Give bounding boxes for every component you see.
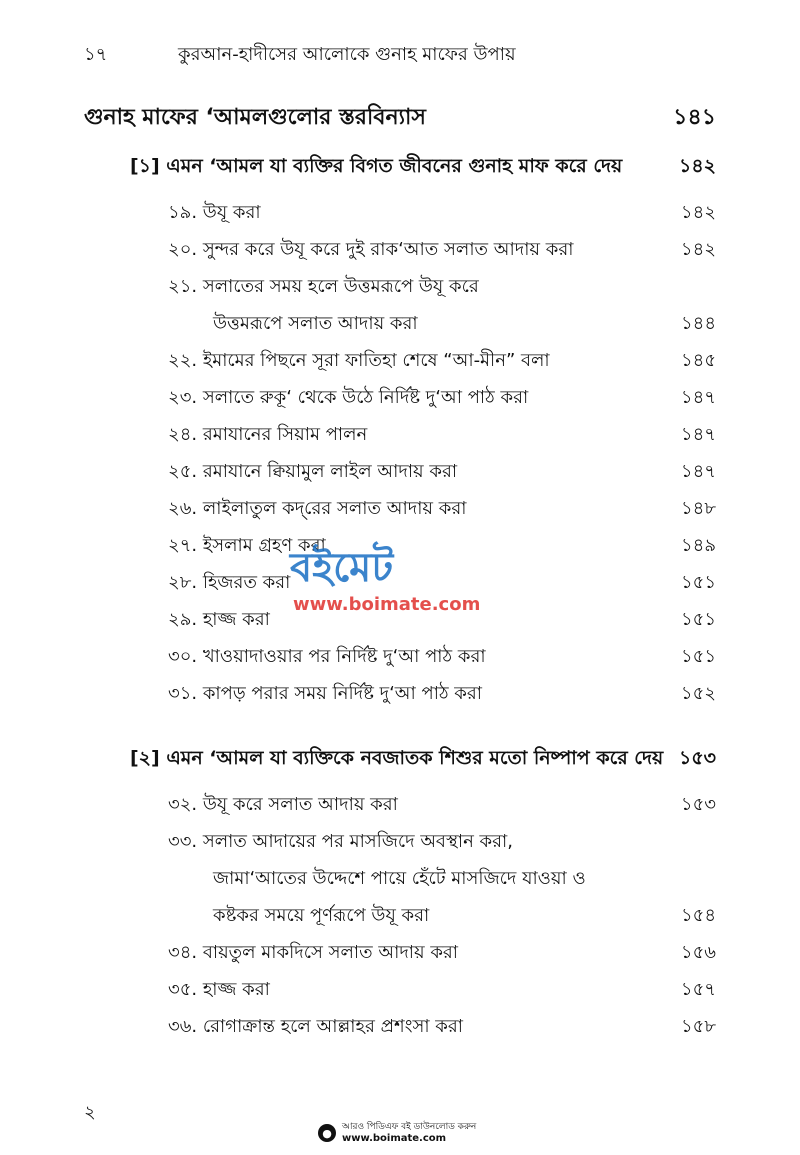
footer-page-number: ২: [84, 1102, 96, 1123]
section-page: ১৫৩: [678, 747, 716, 769]
toc-entry-page: ১৪২: [680, 239, 716, 260]
header-page-number: ১৭: [84, 44, 108, 65]
toc-entry-page: ১৫৬: [680, 942, 716, 963]
toc-entry-page: ১৪৪: [680, 313, 716, 334]
badge-url: www.boimate.com: [342, 1133, 447, 1144]
toc-entry-line: ২৪. রমাযানের সিয়াম পালন: [168, 424, 368, 445]
watermark: [290, 536, 520, 626]
toc-entry-line: ৩০. খাওয়াদাওয়ার পর নির্দিষ্ট দু‘আ পাঠ করা: [168, 646, 486, 667]
toc-entry-line: ২০. সুন্দর করে উযূ করে দুই রাক‘আত সলাত আদায় করা: [168, 239, 574, 260]
toc-entry-page: ১৫১: [680, 572, 716, 593]
toc-entry-page: ১৫৭: [680, 979, 716, 1000]
toc-entry-page: ১৪৫: [680, 350, 716, 371]
toc-entry-page: ১৪৭: [680, 424, 716, 445]
toc-entry-line: ৩৬. রোগাক্রান্ত হলে আল্লাহর প্রশংসা করা: [168, 1016, 463, 1037]
toc-entry-line: ২৭. ইসলাম গ্রহণ করা: [168, 535, 326, 556]
toc-entry-line: উত্তমরূপে সলাত আদায় করা: [213, 313, 418, 334]
book-icon: ●: [318, 1124, 336, 1142]
section-page: ১৪২: [678, 155, 716, 177]
toc-entry-page: ১৫৪: [680, 905, 716, 926]
toc-entry-page: ১৪৯: [680, 535, 716, 556]
toc-entry-line: ২৫. রমাযানে ক্বিয়ামুল লাইল আদায় করা: [168, 461, 458, 482]
toc-entry-line: ২৬. লাইলাতুল কদ্‌রের সলাত আদায় করা: [168, 498, 467, 519]
toc-entry-line: ২৮. হিজরত করা: [168, 572, 291, 593]
badge-caption: আরও পিডিএফ বই ডাউনলোড করুন: [342, 1122, 477, 1132]
download-badge[interactable]: [318, 1122, 476, 1144]
toc-entry-line: কষ্টকর সময়ে পূর্ণরূপে উযূ করা: [213, 905, 430, 926]
toc-entry-page: ১৫১: [680, 609, 716, 630]
header-book-title: কুরআন-হাদীসের আলোকে গুনাহ মাফের উপায়: [178, 44, 516, 65]
toc-entry-line: ২৩. সলাতে রুকূ‘ থেকে উঠে নির্দিষ্ট দু‘আ পাঠ করা: [168, 387, 529, 408]
toc-entry-page: ১৪৭: [680, 461, 716, 482]
toc-entry-page: ১৪৮: [680, 498, 716, 519]
watermark-url: www.boimate.com: [293, 594, 481, 615]
toc-entry-page: ১৫২: [680, 683, 716, 704]
toc-entry-line: ৩৫. হাজ্জ করা: [168, 979, 270, 1000]
section-title: [২] এমন ‘আমল যা ব্যক্তিকে নবজাতক শিশুর মতো নিষ্পাপ করে দেয়: [130, 747, 664, 769]
toc-entry-line: ২৯. হাজ্জ করা: [168, 609, 270, 630]
toc-entry-page: ১৪২: [680, 202, 716, 223]
toc-entry-line: জামা‘আতের উদ্দেশে পায়ে হেঁটে মাসজিদে যাওয়া ও: [213, 868, 586, 889]
toc-entry-line: ৩৩. সলাত আদায়ের পর মাসজিদে অবস্থান করা,: [168, 831, 513, 852]
toc-entry-line: ৩৪. বায়তুল মাকদিসে সলাত আদায় করা: [168, 942, 459, 963]
toc-heading-page: ১৪১: [673, 105, 716, 130]
toc-entry-page: ১৪৭: [680, 387, 716, 408]
section-title: [১] এমন ‘আমল যা ব্যক্তির বিগত জীবনের গুনাহ মাফ করে দেয়: [130, 155, 623, 177]
watermark-logo: বইমেট: [290, 545, 394, 591]
toc-heading: গুনাহ মাফের ‘আমলগুলোর স্তরবিন্যাস: [84, 105, 426, 130]
toc-entry-line: ২২. ইমামের পিছনে সূরা ফাতিহা শেষে “আ-মীন” বলা: [168, 350, 550, 371]
toc-entry-line: ৩১. কাপড় পরার সময় নির্দিষ্ট দু‘আ পাঠ করা: [168, 683, 483, 704]
toc-entry-page: ১৫৮: [680, 1016, 716, 1037]
toc-entry-line: ৩২. উযূ করে সলাত আদায় করা: [168, 794, 398, 815]
toc-entry-line: ১৯. উযূ করা: [168, 202, 261, 223]
toc-entry-line: ২১. সলাতের সময় হলে উত্তমরূপে উযূ করে: [168, 276, 479, 297]
toc-entry-page: ১৫১: [680, 646, 716, 667]
toc-entry-page: ১৫৩: [680, 794, 716, 815]
